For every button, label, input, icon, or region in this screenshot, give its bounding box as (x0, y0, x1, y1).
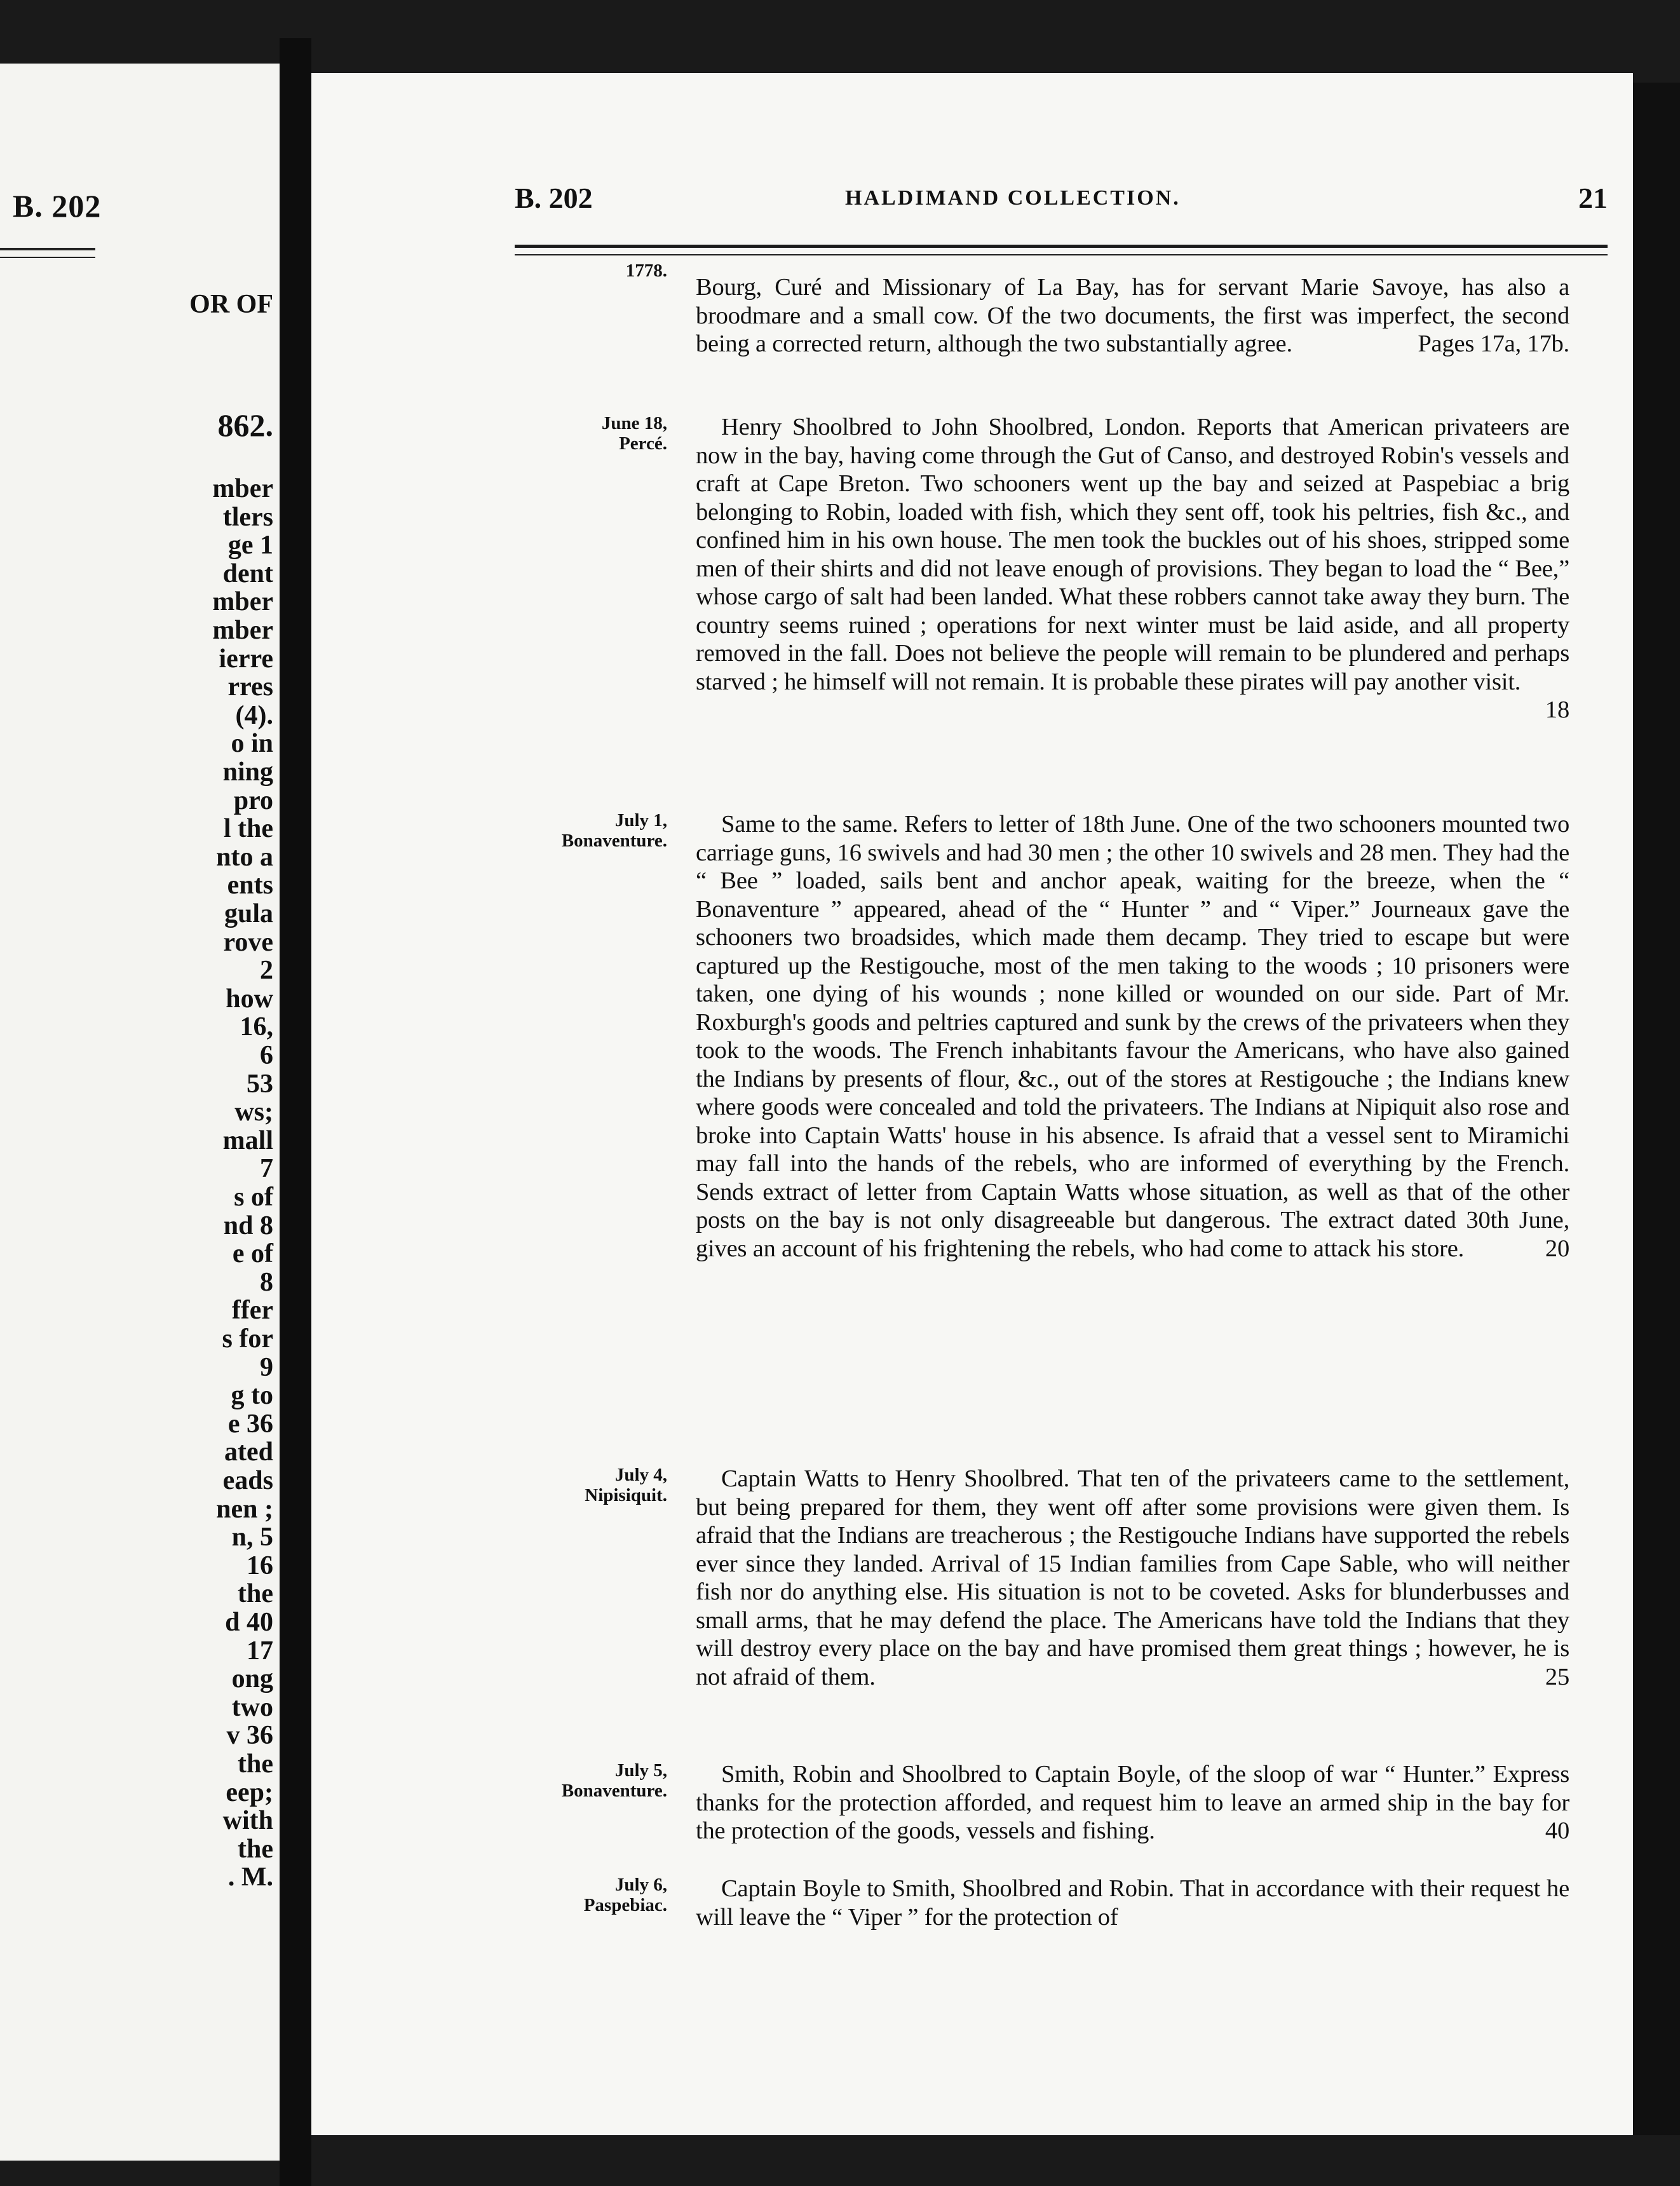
entry-text (696, 413, 1569, 724)
left-page-line-fragment: 8 (260, 1267, 273, 1297)
left-page-line-fragment: ffer (231, 1296, 273, 1326)
entry-text (696, 1465, 1569, 1691)
entry-date: July 5, (614, 1760, 667, 1781)
header-rule (515, 245, 1608, 255)
entry-margin-note (521, 261, 667, 281)
entry-page-ref: 20 (1545, 1235, 1569, 1262)
left-page-line-fragment: eep; (226, 1777, 273, 1807)
left-page-line-fragment: l the (223, 814, 273, 844)
entry-text (696, 810, 1569, 1263)
entry-place: Bonaventure. (561, 831, 667, 851)
left-page-line-fragment: 16, (240, 1012, 273, 1042)
entry-date: June 18, (601, 413, 667, 433)
left-page-line-fragment: ated (224, 1437, 273, 1467)
entry-body: Henry Shoolbred to John Shoolbred, London. Reports that American privateers are now in the bay, having come through the Gut of Canso, and destroyed Robin's vessels and craft at Cape Breton. Two schooners went up the bay and seized at Paspebiac a brig belonging to Robin, loaded with fish, which they sent off, took his peltries, fish &c., and confined him in his own house. The men took the buckles out of his shoes, stripped some men of their shirts and did not leave enough of provisions. They began to load the “ Bee,” whose cargo of salt had been landed. What these robbers cannot take away they burn. The country seems ruined ; operations for next winter must be laid aside, and all property removed in the fall. Does not believe the people will remain to be plundered and perhaps starved ; he himself will not remain. It is probable these pirates will pay another visit. (696, 414, 1569, 695)
left-page-line-fragment: how (226, 984, 273, 1014)
entry-margin-note (521, 1875, 667, 1915)
left-page-line-fragment: tlers (222, 502, 273, 532)
entry-body: Bourg, Curé and Missionary of La Bay, has for servant Marie Savoye, has also a broodmare and a small cow. Of the two documents, the first was imperfect, the second being a corrected return, although the two substantially agree. (696, 274, 1569, 357)
left-page-line-fragment: ge 1 (227, 531, 273, 560)
entry-date: July 1, (614, 810, 667, 831)
left-page-line-fragment: nto a (216, 842, 273, 872)
entry-date: July 4, (614, 1465, 667, 1485)
left-page-header: B. 202 (13, 188, 102, 224)
volume-reference: B. 202 (515, 182, 593, 214)
running-title: HALDIMAND COLLECTION. (845, 186, 1181, 210)
left-page-line-fragment: the (238, 1579, 273, 1609)
entry-text (696, 273, 1569, 358)
left-page-line-fragment: ierre (219, 644, 273, 674)
left-page-line-fragment: eads (222, 1466, 273, 1495)
left-page-line-fragment: ong (231, 1664, 273, 1694)
left-page-line-fragment: 2 (260, 956, 273, 986)
page-number: 21 (1578, 182, 1608, 214)
entry-date: 1778. (625, 261, 667, 281)
left-page-heading-fragment: OR OF (189, 290, 273, 319)
entry-body: Smith, Robin and Shoolbred to Captain Boyle, of the sloop of war “ Hunter.” Express thanks for the protection afforded, and request him to leave an armed ship in the bay for the protection of the goods, vessels and fishing. (696, 1761, 1569, 1844)
left-page-line-fragment: s of (234, 1183, 273, 1212)
entry-place: Percé. (619, 433, 667, 454)
entry-page-ref: Pages 17a, 17b. (1418, 330, 1569, 357)
left-page-line-fragment: rres (227, 672, 273, 702)
left-page-line-fragment: nd 8 (223, 1211, 273, 1240)
entry-margin-note (521, 1760, 667, 1801)
left-page-fragment (0, 64, 280, 2161)
entry-body: Captain Watts to Henry Shoolbred. That ten of the privateers came to the settlement, but being prepared for them, they went off after some provisions were given them. Is afraid that the Indians are treacherous ; the Restigouche Indians have supported the rebels ever since they landed. Arrival of 15 Indian families from Cape Sable, who will neither fish nor do anything else. His situation is not to be coveted. Asks for blunderbusses and small arms, that he may defend the place. The Americans have told the Indians that they will destroy every place on the bay and have promised them great things ; however, he is not afraid of them. (696, 1465, 1569, 1690)
left-page-line-fragment: s for (222, 1324, 273, 1354)
entry-body: Same to the same. Refers to letter of 18th June. One of the two schooners mounted two carriage guns, 16 swivels and had 30 men ; the other 10 swivels and 28 men. They had the “ Bee ” loaded, sails bent and anchor apeak, waiting for the breeze, when the “ Bonaventure ” appeared, ahead of the “ Hunter ” and “ Viper.” Journeaux gave the schooners two broadsides, which made them decamp. They tried to escape but were captured up the Restigouche, most of the men taking to the woods ; 10 prisoners were taken, one dying of his wounds ; none killed or wounded on our side. Part of Mr. Roxburgh's goods and peltries captured and sunk by the crews of the privateers when they took to the woods. The French inhabitants favour the Americans, who have also gained the Indians by presents of flour, &c., out of the stores at Restigouche ; the Indians knew where goods were concealed and told the privateers. The Indians at Nipiquit also rose and broke into Captain Watts' house in his absence. Is afraid that a vessel sent to Miramichi may fall into the hands of the rebels, who are informed of everything by the French. Sends extract of letter from Captain Watts whose situation, as well as that of the other posts on the bay is not only disagreeable but dangerous. The extract dated 30th June, gives an account of his frightening the rebels, who had come to attack his store. (696, 811, 1569, 1262)
left-page-line-fragment: 16 (247, 1551, 273, 1580)
entry-place: Paspebiac. (583, 1895, 667, 1915)
entry-margin-note (521, 413, 667, 454)
left-page-line-fragment: mber (212, 616, 273, 645)
left-page-line-fragment: with (222, 1806, 273, 1836)
entry-place: Bonaventure. (561, 1781, 667, 1801)
left-page-line-fragment: ning (222, 757, 273, 787)
entry-margin-note (521, 810, 667, 851)
left-page-line-fragment: e 36 (227, 1409, 273, 1439)
left-page-line-fragment: pro (233, 785, 273, 815)
entry-margin-note (521, 1465, 667, 1505)
left-page-line-fragment: ws; (234, 1097, 273, 1127)
left-page-year-fragment: 862. (217, 407, 273, 443)
page-header (502, 181, 1608, 219)
left-page-line-fragment: the (238, 1834, 273, 1864)
left-page-line-fragment: nen ; (216, 1494, 273, 1524)
left-page-line-fragment: mber (212, 587, 273, 617)
entry-date: July 6, (614, 1875, 667, 1895)
left-page-line-fragment: 6 (260, 1041, 273, 1070)
right-page (311, 73, 1633, 2135)
left-page-line-fragment: . M. (227, 1863, 273, 1892)
entry-text (696, 1760, 1569, 1845)
entry-place: Nipisiquit. (585, 1485, 667, 1505)
left-page-line-fragment: n, 5 (231, 1523, 273, 1552)
left-page-line-fragment: 53 (247, 1069, 273, 1099)
left-page-line-fragment: 17 (247, 1636, 273, 1666)
left-page-line-fragment: dent (222, 559, 273, 588)
left-page-line-fragment: v 36 (226, 1721, 273, 1751)
left-page-line-fragment: 9 (260, 1352, 273, 1382)
left-page-line-fragment: e of (232, 1239, 273, 1269)
entry-body: Captain Boyle to Smith, Shoolbred and Robin. That in accordance with their request he will leave the “ Viper ” for the protection of (696, 1875, 1569, 1931)
left-page-line-fragment: mall (222, 1125, 273, 1155)
left-page-line-fragment: g to (231, 1381, 273, 1411)
entry-page-ref: 18 (1545, 696, 1569, 723)
entry-page-ref: 40 (1545, 1817, 1569, 1844)
entry-page-ref: 25 (1545, 1663, 1569, 1690)
left-page-line-fragment: the (238, 1749, 273, 1779)
left-page-line-fragment: gula (224, 899, 273, 928)
left-page-line-fragment: o in (231, 729, 273, 759)
left-page-line-fragment: rove (223, 927, 273, 957)
left-page-rule (0, 248, 95, 258)
left-page-line-fragment: mber (212, 474, 273, 503)
book-gutter (280, 38, 311, 2186)
left-page-line-fragment: 7 (260, 1154, 273, 1184)
entry-text (696, 1875, 1569, 1931)
left-page-line-fragment: (4). (235, 700, 273, 730)
page-edge-shadow (1633, 83, 1680, 2135)
left-page-line-fragment: d 40 (225, 1608, 273, 1637)
left-page-line-fragment: ents (227, 871, 273, 900)
left-page-line-fragment: two (231, 1692, 273, 1722)
